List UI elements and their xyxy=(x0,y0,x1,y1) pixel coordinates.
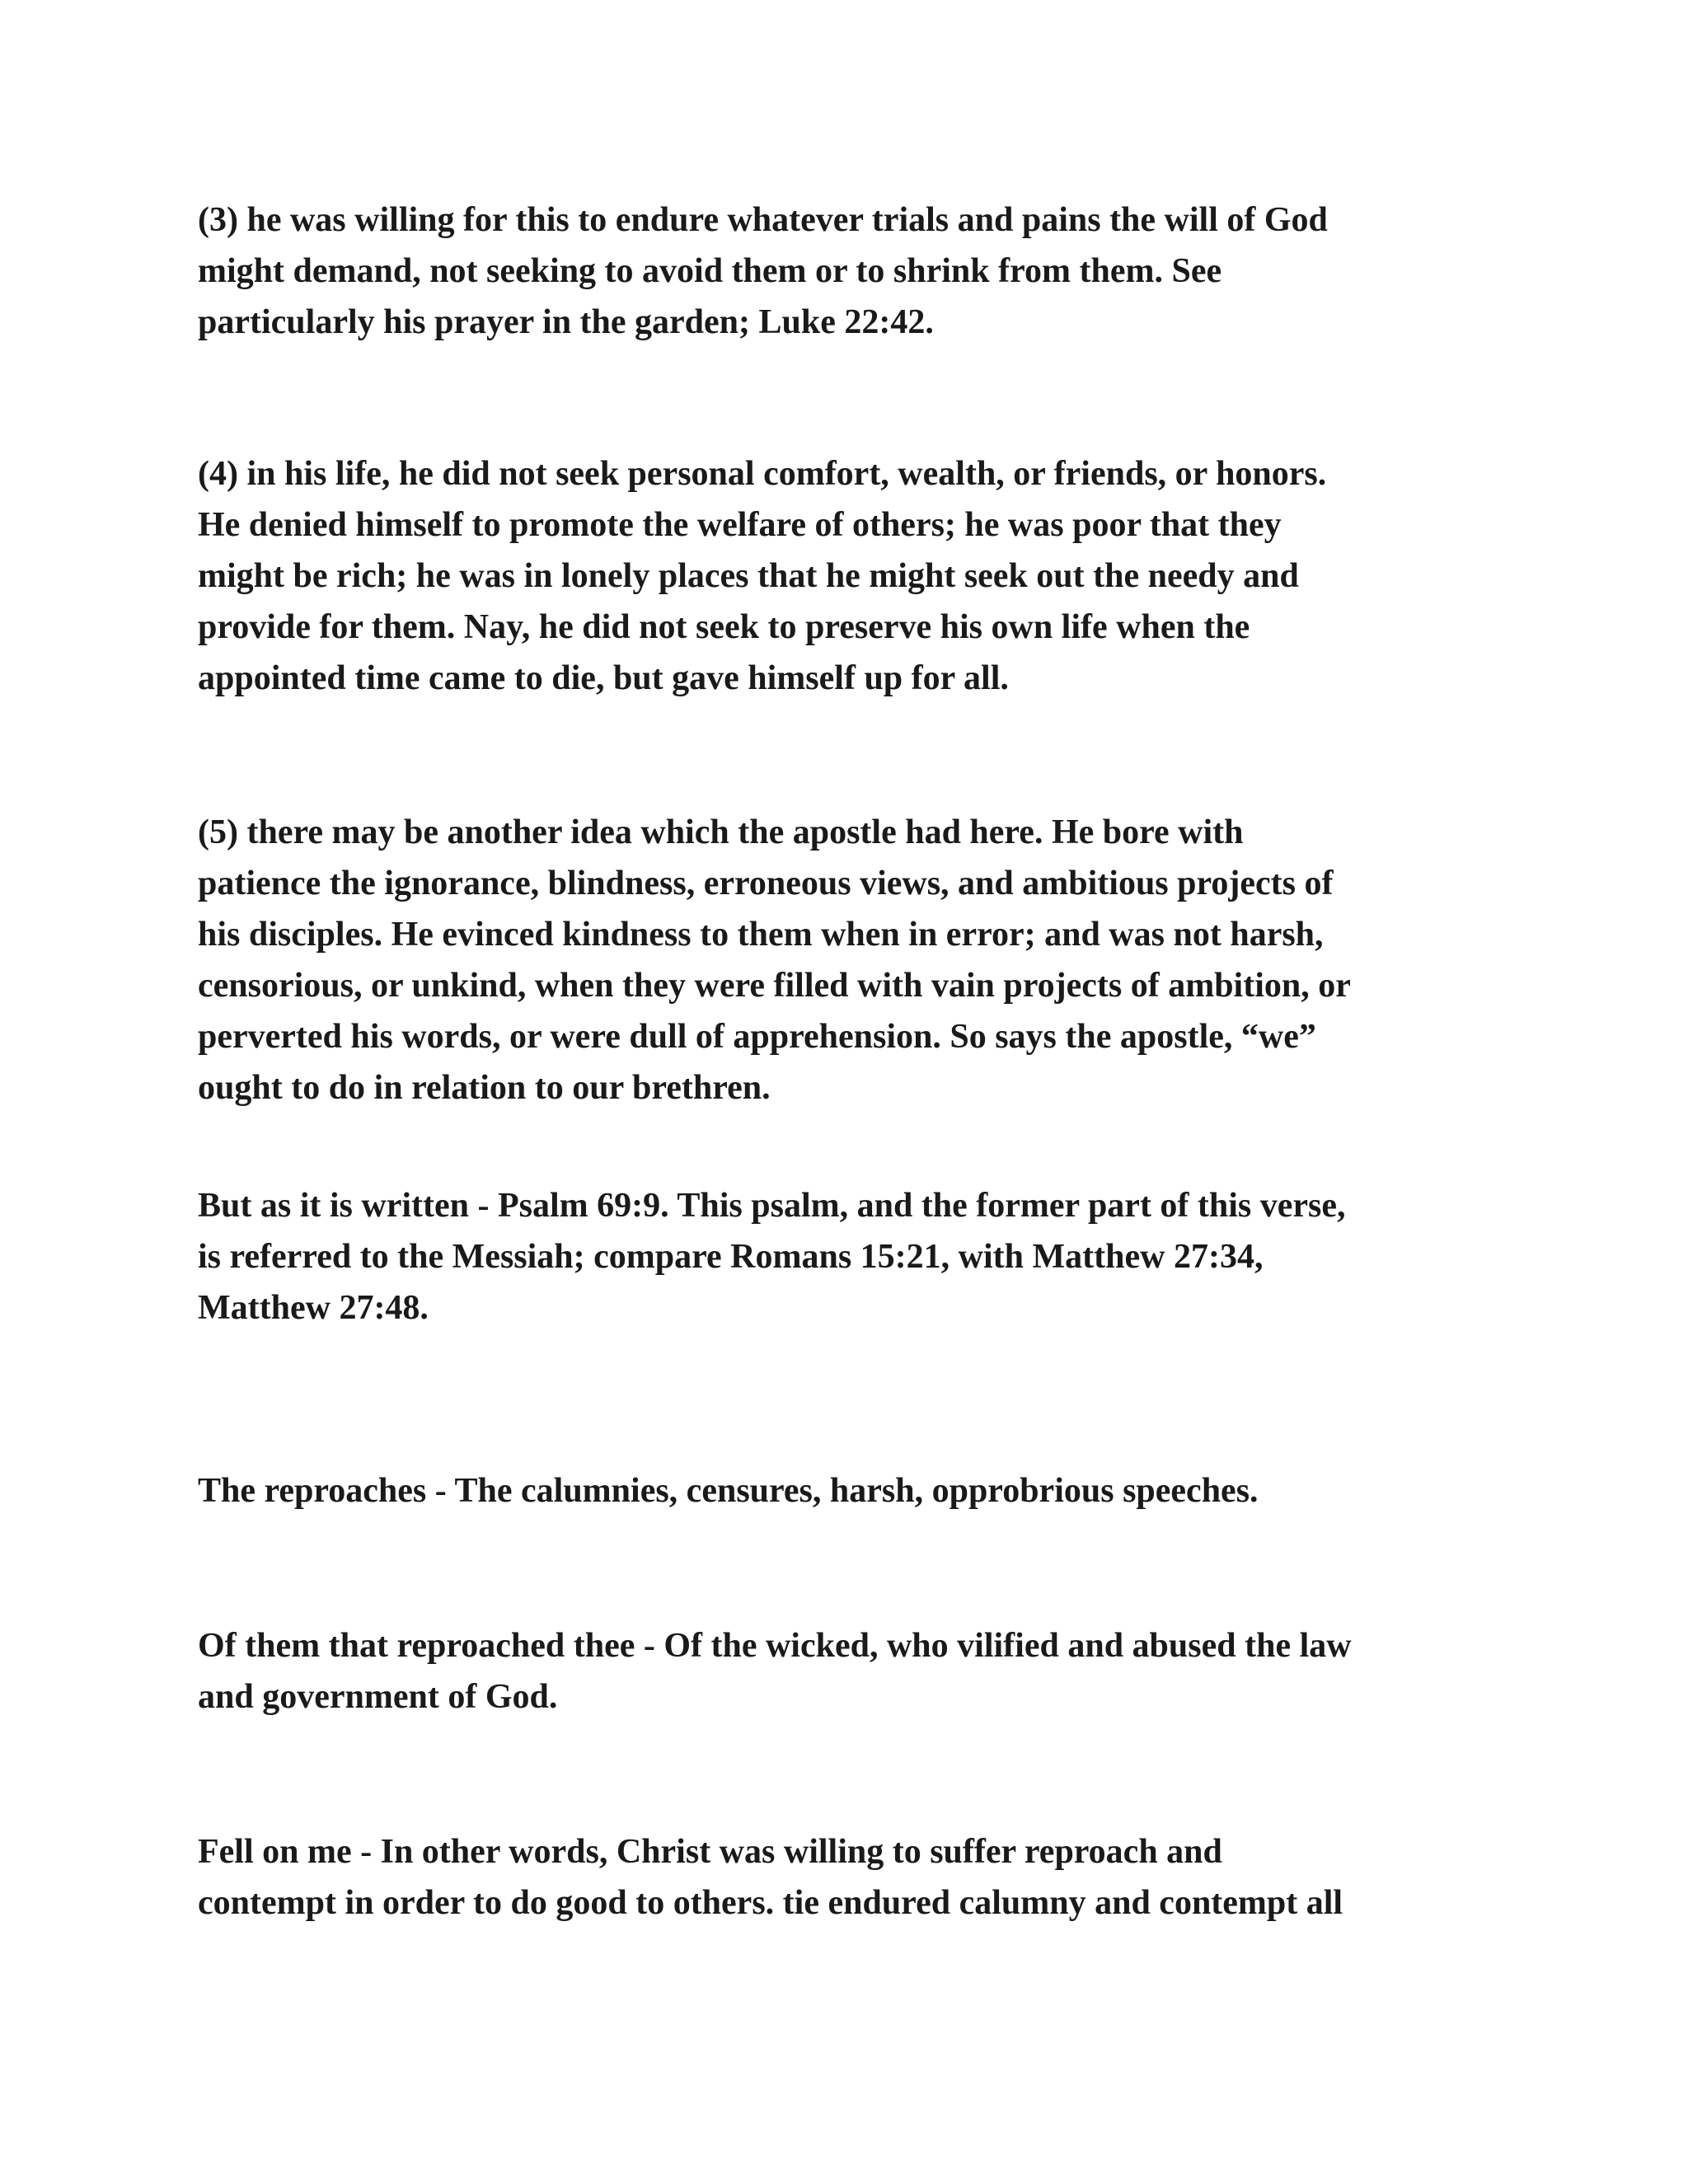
paragraph-line: But as it is written - Psalm 69:9. This psalm, and the former part of this verse, xyxy=(198,1187,1346,1225)
paragraph-reproached-thee xyxy=(198,1620,1550,1722)
paragraph-line: The reproaches - The calumnies, censures, harsh, opprobrious speeches. xyxy=(198,1472,1259,1510)
paragraph-line: Matthew 27:48. xyxy=(198,1289,429,1327)
paragraph-reproaches xyxy=(198,1465,1550,1516)
paragraph-line: is referred to the Messiah; compare Romans 15:21, with Matthew 27:34, xyxy=(198,1238,1264,1276)
paragraph-4 xyxy=(198,448,1550,704)
paragraph-line: Fell on me - In other words, Christ was willing to suffer reproach and xyxy=(198,1833,1222,1871)
paragraph-line: (3) he was willing for this to endure whatever trials and pains the will of God xyxy=(198,201,1328,239)
paragraph-line: and government of God. xyxy=(198,1678,558,1716)
paragraph-line: might be rich; he was in lonely places that he might seek out the needy and xyxy=(198,557,1299,595)
paragraph-line: censorious, or unkind, when they were filled with vain projects of ambition, or xyxy=(198,967,1351,1005)
paragraph-line: provide for them. Nay, he did not seek to preserve his own life when the xyxy=(198,608,1250,646)
paragraph-line: his disciples. He evinced kindness to them when in error; and was not harsh, xyxy=(198,916,1324,954)
paragraph-line: (5) there may be another idea which the apostle had here. He bore with xyxy=(198,813,1244,851)
paragraph-5 xyxy=(198,807,1550,1113)
paragraph-line: patience the ignorance, blindness, erroneous views, and ambitious projects of xyxy=(198,865,1334,902)
paragraph-line: perverted his words, or were dull of apprehension. So says the apostle, “we” xyxy=(198,1018,1316,1056)
paragraph-fell-on-me xyxy=(198,1826,1550,1929)
paragraph-psalm xyxy=(198,1180,1550,1333)
paragraph-line: contempt in order to do good to others. tie endured calumny and contempt all xyxy=(198,1884,1343,1922)
paragraph-line: ought to do in relation to our brethren. xyxy=(198,1069,771,1107)
paragraph-line: might demand, not seeking to avoid them or to shrink from them. See xyxy=(198,252,1222,290)
paragraph-line: (4) in his life, he did not seek personal comfort, wealth, or friends, or honors. xyxy=(198,455,1327,493)
paragraph-line: He denied himself to promote the welfare of others; he was poor that they xyxy=(198,506,1282,544)
paragraph-line: Of them that reproached thee - Of the wicked, who vilified and abused the law xyxy=(198,1627,1352,1665)
paragraph-line: particularly his prayer in the garden; Luke 22:42. xyxy=(198,303,934,341)
paragraph-line: appointed time came to die, but gave himself up for all. xyxy=(198,659,1009,697)
paragraph-3 xyxy=(198,194,1550,348)
